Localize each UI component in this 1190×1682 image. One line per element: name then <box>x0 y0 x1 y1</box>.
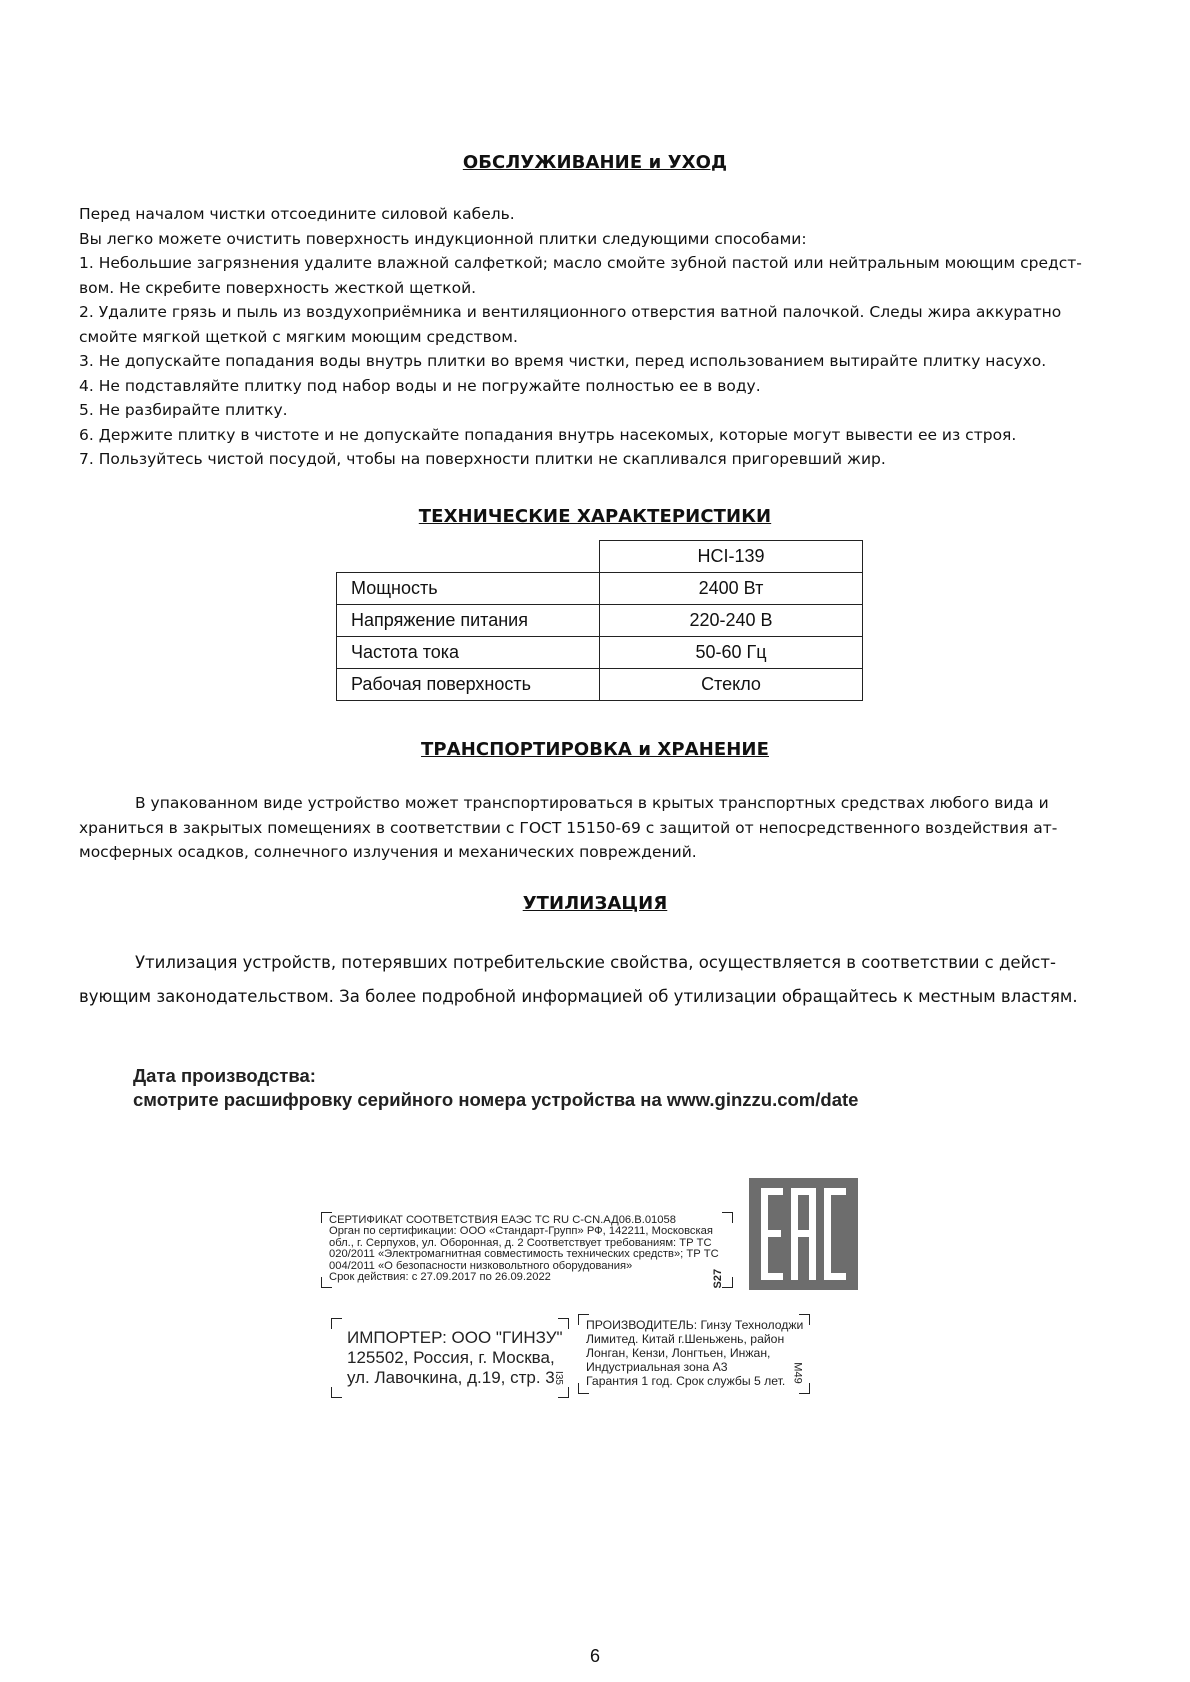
text-line: ул. Лавочкина, д.19, стр. 3 <box>347 1368 555 1387</box>
text-line: вующим законодательством. За более подробной информацией об утилизации обращайтесь к местным властям. <box>79 987 1078 1006</box>
text-line: 4. Не подставляйте плитку под набор воды и не погружайте полностью ее в воду. <box>79 376 761 395</box>
text-line: смойте мягкой щеткой с мягким моющим средством. <box>79 327 518 346</box>
eac-logo-icon <box>749 1178 858 1290</box>
text-line: 004/2011 «О безопасности низковольтного оборудования» <box>329 1259 633 1272</box>
importer-code: I35 <box>553 1371 565 1385</box>
text-line: Индустриальная зона А3 <box>586 1360 728 1374</box>
table-row <box>337 605 863 637</box>
certificate-code: S27 <box>712 1268 725 1289</box>
text-line: Перед началом чистки отсоедините силовой кабель. <box>79 205 515 223</box>
maintenance-heading: ОБСЛУЖИВАНИЕ и УХОД <box>462 152 728 173</box>
transport-text <box>79 791 1119 865</box>
table-cell-label: Мощность <box>337 573 600 605</box>
importer-text <box>347 1328 563 1388</box>
disposal-text <box>79 946 1119 1014</box>
disposal-heading: УТИЛИЗАЦИЯ <box>522 893 668 914</box>
transport-heading: ТРАНСПОРТИРОВКА и ХРАНЕНИЕ <box>421 739 769 760</box>
manufacturer-code: M49 <box>791 1362 804 1384</box>
specs-heading: ТЕХНИЧЕСКИЕ ХАРАКТЕРИСТИКИ <box>418 506 772 527</box>
text-line: храниться в закрытых помещениях в соответствии с ГОСТ 15150-69 с защитой от непосредственного воздействия ат- <box>79 818 1058 837</box>
importer-block <box>331 1318 569 1398</box>
table-row <box>337 669 863 701</box>
text-line: Вы легко можете очистить поверхность индукционной плитки следующими способами: <box>79 229 807 248</box>
table-cell-label: Рабочая поверхность <box>337 669 600 701</box>
table-cell-label: Напряжение питания <box>337 605 600 637</box>
text-line: Орган по сертификации: ООО «Стандарт-Групп» РФ, 142211, Московская <box>329 1225 713 1238</box>
page-number: 6 <box>589 1646 600 1666</box>
text-line: вом. Не скребите поверхность жесткой щеткой. <box>79 278 477 297</box>
table-cell-value: 2400 Вт <box>600 573 863 605</box>
manufacturer-text <box>586 1318 803 1388</box>
maintenance-text <box>79 202 1119 472</box>
production-date <box>133 1064 858 1112</box>
text-line: мосферных осадков, солнечного излучения и механических повреждений. <box>79 843 697 861</box>
certificate-text <box>329 1215 729 1283</box>
table-row <box>337 541 863 573</box>
text-line: 020/2011 «Электромагнитная совместимость технических средств»; ТР ТС <box>329 1248 719 1261</box>
text-line: обл., г. Серпухов, ул. Оборонная, д. 2 Соответствует требованиям: ТР ТС <box>329 1236 712 1249</box>
production-date-note: смотрите расшифровку серийного номера устройства на www.ginzzu.com/date <box>133 1089 859 1110</box>
table-cell-value: 50-60 Гц <box>600 637 863 669</box>
text-line: ПРОИЗВОДИТЕЛЬ: Гинзу Технолоджи <box>586 1318 804 1332</box>
text-line: Утилизация устройств, потерявших потребительские свойства, осуществляется в соответствии с дейст- <box>135 953 1056 972</box>
text-line: 5. Не разбирайте плитку. <box>79 401 288 419</box>
text-line: Лимитед. Китай г.Шеньжень, район <box>586 1332 785 1346</box>
corner-mark <box>331 1387 342 1398</box>
certificate-block <box>321 1212 733 1288</box>
text-line: ИМПОРТЕР: ООО "ГИНЗУ" <box>347 1328 563 1347</box>
corner-mark <box>331 1318 342 1329</box>
text-line: СЕРТИФИКАТ СООТВЕТСТВИЯ ЕАЭС ТС RU C-CN.АД06.В.01058 <box>329 1214 676 1226</box>
table-row <box>337 573 863 605</box>
table-cell-value: Стекло <box>600 669 863 701</box>
text-line: Гарантия 1 год. Срок службы 5 лет. <box>586 1374 786 1388</box>
manufacturer-block <box>578 1314 810 1394</box>
specs-table <box>336 540 863 701</box>
text-line: 6. Держите плитку в чистоте и не допускайте попадания внутрь насекомых, которые могут вывести ее из строя. <box>79 425 1017 444</box>
text-line: Лонган, Кензи, Лонгтьен, Инжан, <box>586 1346 771 1360</box>
text-line: 7. Пользуйтесь чистой посудой, чтобы на поверхности плитки не скапливался пригоревший жир. <box>79 450 886 468</box>
production-date-label: Дата производства: <box>133 1065 316 1086</box>
table-cell-label: Частота тока <box>337 637 600 669</box>
text-line: 3. Не допускайте попадания воды внутрь плитки во время чистки, перед использованием вытирайте плитку насухо. <box>79 352 1047 370</box>
table-row <box>337 637 863 669</box>
text-line: Срок действия: с 27.09.2017 по 26.09.2022 <box>329 1271 551 1284</box>
eac-logo <box>749 1178 858 1290</box>
text-line: 125502, Россия, г. Москва, <box>347 1348 555 1367</box>
table-cell-empty <box>337 541 600 573</box>
table-cell-value: 220-240 В <box>600 605 863 637</box>
table-header-model: HCI-139 <box>600 541 863 573</box>
text-line: 2. Удалите грязь и пыль из воздухоприёмника и вентиляционного отверстия ватной палочкой. Следы жира аккуратно <box>79 303 1062 321</box>
text-line: В упакованном виде устройство может транспортироваться в крытых транспортных средствах любого вида и <box>135 794 1049 812</box>
corner-mark <box>558 1387 569 1398</box>
text-line: 1. Небольшие загрязнения удалите влажной салфеткой; масло смойте зубной пастой или нейтральным моющим средст- <box>79 254 1082 272</box>
